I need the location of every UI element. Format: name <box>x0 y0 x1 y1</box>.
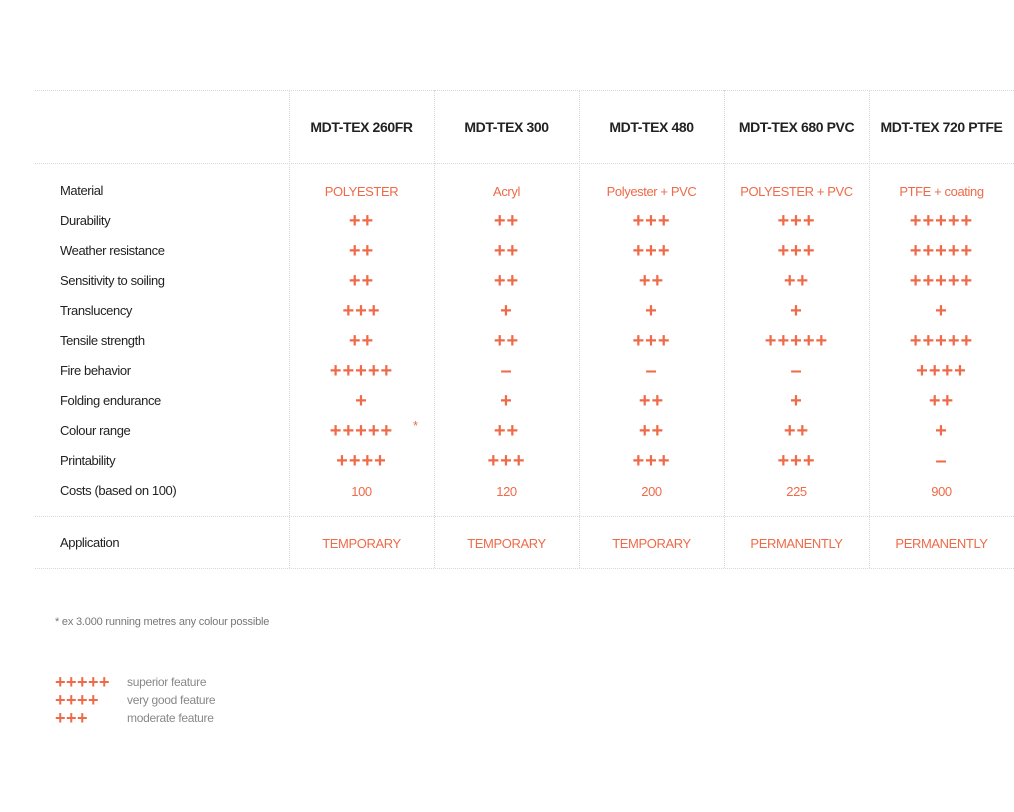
table-cell: ++ <box>348 240 375 262</box>
row-label: Folding endurance <box>60 393 161 408</box>
header-rule <box>35 163 1014 164</box>
table-cell: + <box>935 420 948 442</box>
row-label-application: Application <box>60 535 120 550</box>
legend-text: superior feature <box>127 675 207 689</box>
table-cell: +++ <box>777 210 816 232</box>
table-cell: – <box>645 360 658 382</box>
table-cell: ++ <box>493 240 520 262</box>
table-cell: ++ <box>638 390 665 412</box>
column-header: MDT-TEX 260FR <box>310 118 413 135</box>
table-cell: Acryl <box>493 184 520 199</box>
table-cell: +++++ <box>909 330 974 352</box>
table-cell: +++ <box>777 450 816 472</box>
row-label: Material <box>60 183 104 198</box>
row-label: Tensile strength <box>60 333 145 348</box>
table-cell: ++++ <box>916 360 967 382</box>
table-cell: +++++ <box>909 270 974 292</box>
column-header: MDT-TEX 300 <box>464 118 549 135</box>
table-cell: 900 <box>931 484 952 499</box>
row-label: Durability <box>60 213 111 228</box>
table-cell: – <box>500 360 513 382</box>
table-cell: ++ <box>493 270 520 292</box>
table-cell: POLYESTER <box>324 184 399 199</box>
footnote: * ex 3.000 running metres any colour possible <box>55 616 270 628</box>
column-header: MDT-TEX 480 <box>609 118 694 135</box>
table-cell: ++ <box>493 420 520 442</box>
column-header: MDT-TEX 720 PTFE <box>880 118 1003 135</box>
application-cell: TEMPORARY <box>612 536 691 551</box>
table-cell: Polyester + PVC <box>606 184 697 199</box>
table-cell: ++ <box>638 420 665 442</box>
table-cell: ++ <box>348 210 375 232</box>
table-cell: +++ <box>777 240 816 262</box>
row-label: Fire behavior <box>60 363 131 378</box>
table-cell: POLYESTER + PVC <box>740 184 853 199</box>
table-cell: +++ <box>632 240 671 262</box>
table-cell: +++++ <box>909 240 974 262</box>
row-label: Costs (based on 100) <box>60 483 177 498</box>
table-cell: + <box>355 390 368 412</box>
table-cell: +++ <box>632 330 671 352</box>
application-cell: PERMANENTLY <box>895 536 988 551</box>
table-cell: +++ <box>632 210 671 232</box>
table-cell: – <box>935 450 948 472</box>
table-bottom-rule <box>35 568 1014 569</box>
legend-text: moderate feature <box>127 711 214 725</box>
application-cell: TEMPORARY <box>322 536 401 551</box>
table-cell: + <box>935 300 948 322</box>
row-label: Colour range <box>60 423 131 438</box>
table-cell: 120 <box>496 484 517 499</box>
table-cell: 200 <box>641 484 662 499</box>
table-cell: +++++ <box>329 360 394 382</box>
table-cell: 100 <box>351 484 372 499</box>
table-cell: ++ <box>493 210 520 232</box>
table-cell: PTFE + coating <box>899 184 984 199</box>
row-label: Translucency <box>60 303 133 318</box>
row-label: Sensitivity to soiling <box>60 273 165 288</box>
table-cell: +++++ <box>764 330 829 352</box>
table-cell: ++ <box>638 270 665 292</box>
table-cell: + <box>500 390 513 412</box>
legend-symbol: ++++ <box>55 690 100 710</box>
table-cell: – <box>790 360 803 382</box>
application-rule <box>35 516 1014 517</box>
table-cell: +++++ <box>329 420 394 442</box>
application-cell: PERMANENTLY <box>750 536 843 551</box>
table-cell: + <box>500 300 513 322</box>
column-header: MDT-TEX 680 PVC <box>738 118 855 135</box>
table-cell: ++ <box>928 390 955 412</box>
application-cell: TEMPORARY <box>467 536 546 551</box>
table-cell: + <box>790 390 803 412</box>
table-cell: + <box>790 300 803 322</box>
table-cell: ++ <box>493 330 520 352</box>
row-label: Weather resistance <box>60 243 165 258</box>
table-cell: 225 <box>786 484 807 499</box>
legend-text: very good feature <box>127 693 216 707</box>
table-cell: +++ <box>487 450 526 472</box>
footnote-marker: * <box>413 418 419 433</box>
table-cell: ++++ <box>336 450 387 472</box>
table-cell: +++ <box>342 300 381 322</box>
table-cell: ++ <box>783 270 810 292</box>
table-cell: ++ <box>348 270 375 292</box>
table-cell: +++++ <box>909 210 974 232</box>
table-cell: ++ <box>348 330 375 352</box>
legend-symbol: +++++ <box>55 672 111 692</box>
legend-symbol: +++ <box>55 708 89 728</box>
row-label: Printability <box>60 453 116 468</box>
table-cell: + <box>645 300 658 322</box>
table-cell: +++ <box>632 450 671 472</box>
table-cell: ++ <box>783 420 810 442</box>
